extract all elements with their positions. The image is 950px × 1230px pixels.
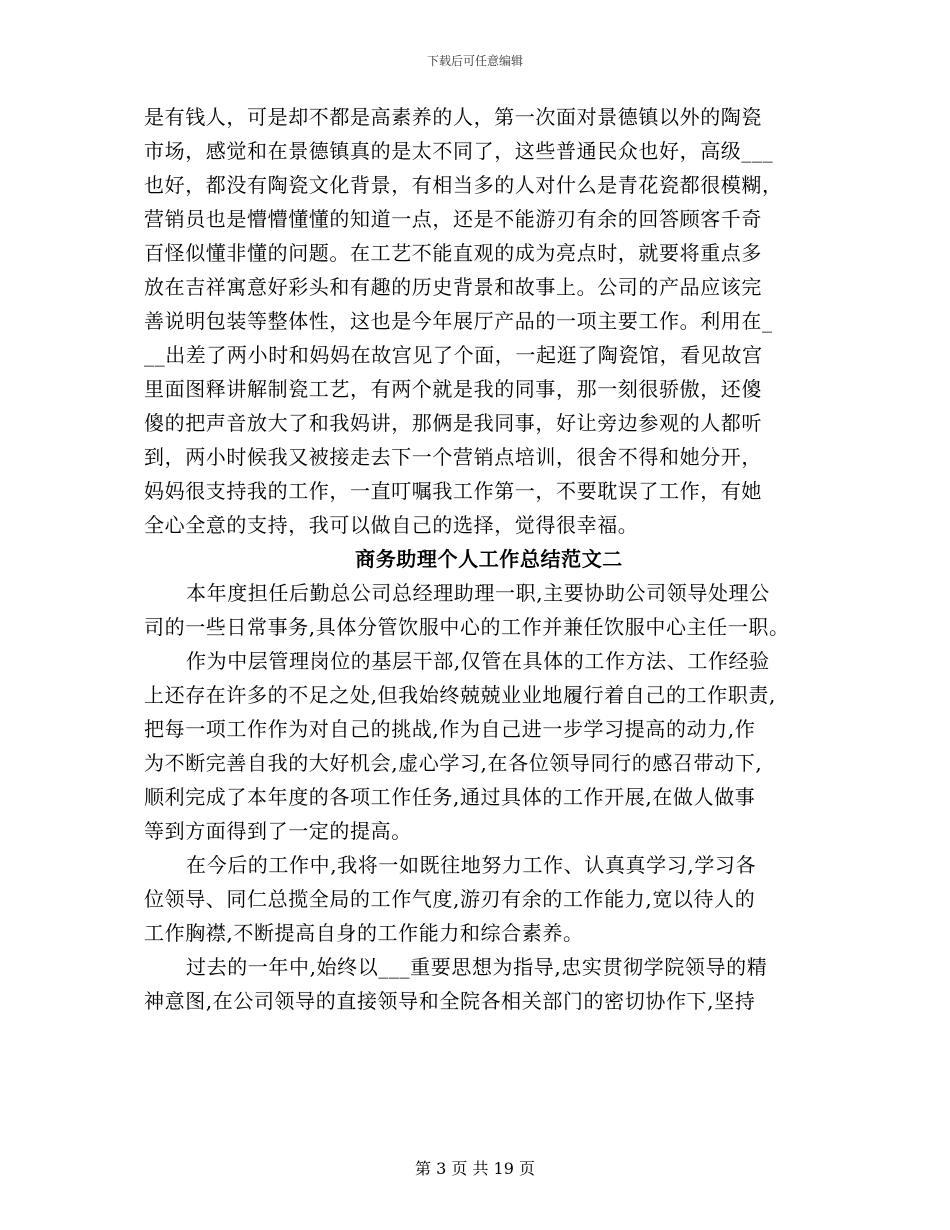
- text-line: 也好，都没有陶瓷文化背景，有相当多的人对什么是青花瓷都很模糊，: [144, 173, 783, 197]
- text-line: 司的一些日常事务,具体分管饮服中心的工作并兼任饮服中心主任一职。: [144, 615, 790, 639]
- text-line: 善说明包装等整体性，这也是今年展厅产品的一项主要工作。利用在_: [144, 309, 773, 333]
- text-line: 过去的一年中,始终以___重要思想为指导,忠实贯彻学院领导的精: [186, 955, 768, 979]
- text-line: 神意图,在公司领导的直接领导和全院各相关部门的密切协作下,坚持: [144, 989, 756, 1013]
- text-line: 妈妈很支持我的工作，一直叮嘱我工作第一，不要耽误了工作，有她: [144, 479, 762, 503]
- page-number: 第 3 页 共 19 页: [415, 1159, 535, 1178]
- text-line: 上还存在许多的不足之处,但我始终兢兢业业地履行着自己的工作职责,: [144, 683, 776, 707]
- text-line: 营销员也是懵懵懂懂的知道一点，还是不能游刃有余的回答顾客千奇: [144, 207, 762, 231]
- text-line: 在今后的工作中,我将一如既往地努力工作、认真真学习,学习各: [186, 853, 757, 877]
- section-title: 商务助理个人工作总结范文二: [355, 547, 623, 571]
- text-line: 放在吉祥寓意好彩头和有趣的历史背景和故事上。公司的产品应该完: [144, 275, 762, 299]
- text-line: 市场，感觉和在景德镇真的是太不同了，这些普通民众也好，高级___: [144, 139, 774, 163]
- text-line: 位领导、同仁总揽全局的工作气度,游刃有余的工作能力,宽以待人的: [144, 887, 756, 911]
- text-line: 把每一项工作作为对自己的挑战,作为自己进一步学习提高的动力,作: [144, 717, 756, 741]
- text-line: 里面图释讲解制瓷工艺，有两个就是我的同事，那一刻很骄傲，还傻: [144, 377, 762, 401]
- text-line: 为不断完善自我的大好机会,虚心学习,在各位领导同行的感召带动下,: [144, 751, 763, 775]
- text-line: 作为中层管理岗位的基层干部,仅管在具体的工作方法、工作经验: [186, 649, 770, 673]
- document-body: [144, 100, 814, 1018]
- text-line: 傻的把声音放大了和我妈讲，那俩是我同事，好让旁边参观的人都听: [144, 411, 762, 435]
- text-line: 是有钱人，可是却不都是高素养的人，第一次面对景德镇以外的陶瓷: [144, 105, 762, 129]
- text-line: 百怪似懂非懂的问题。在工艺不能直观的成为亮点时，就要将重点多: [144, 241, 762, 265]
- text-line: 全心全意的支持，我可以做自己的选择，觉得很幸福。: [144, 513, 639, 537]
- text-line: 到，两小时候我又被接走去下一个营销点培训，很舍不得和她分开，: [144, 445, 762, 469]
- text-line: __出差了两小时和妈妈在故宫见了个面，一起逛了陶瓷馆，看见故宫: [144, 343, 763, 367]
- text-line: 等到方面得到了一定的提高。: [144, 819, 412, 843]
- text-line: 工作胸襟,不断提高自身的工作能力和综合素养。: [144, 921, 584, 945]
- page-header: 下载后可任意编辑: [426, 54, 523, 68]
- text-line: 本年度担任后勤总公司总经理助理一职,主要协助公司领导处理公: [186, 581, 770, 605]
- text-line: 顺利完成了本年度的各项工作任务,通过具体的工作开展,在做人做事: [144, 785, 756, 809]
